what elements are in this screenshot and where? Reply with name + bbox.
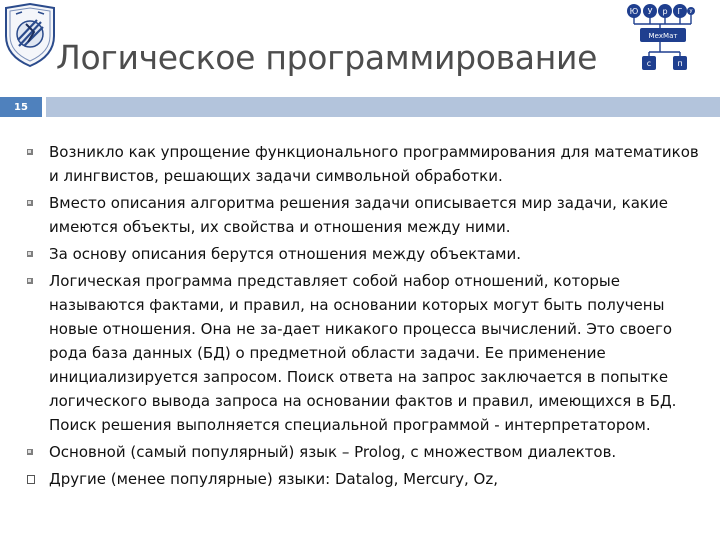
bullet-item	[20, 440, 700, 464]
checkbox-bullet-icon	[27, 449, 33, 455]
bullet-item	[20, 242, 700, 266]
university-emblem-logo	[2, 2, 58, 68]
slide-header-bar	[0, 97, 720, 117]
bullet-text: За основу описания берутся отношения между объектами.	[49, 245, 521, 263]
checkbox-bullet-icon	[27, 278, 33, 284]
checkbox-bullet-icon	[27, 251, 33, 257]
checkbox-bullet-icon	[27, 200, 33, 206]
logo-center-label: МехМат	[648, 32, 678, 40]
bullet-text	[49, 470, 498, 488]
hollow-checkbox-bullet-icon	[27, 475, 35, 484]
slide-title: Логическое программирование	[56, 38, 598, 77]
bullet-text: Вместо описания алгоритма решения задачи описывается мир задачи, какие имеются объекты, их свойства и отношения между ними.	[49, 194, 668, 236]
header-divider-bar	[46, 97, 720, 117]
bullet-item	[20, 269, 700, 437]
bullet-text-before: Другие (менее популярные) языки:	[49, 470, 335, 488]
language-names: Datalog, Mercury, Oz,	[334, 470, 498, 488]
logo-letter-bottom-2: п	[677, 59, 683, 68]
bullet-text: Возникло как упрощение функционального программирования для математиков и лингвистов, решающих задачи символьной обработки.	[49, 143, 699, 185]
logo-letter-1: Ю	[629, 7, 639, 16]
logo-letter-bottom-1: с	[646, 59, 652, 68]
logo-letter-4: Г	[677, 7, 683, 16]
bullet-item	[20, 467, 700, 491]
logo-letter-2: У	[647, 7, 653, 16]
logo-letter-3: р	[662, 7, 668, 16]
bullet-text	[49, 443, 616, 461]
language-name: Prolog	[354, 443, 401, 461]
bullet-list	[20, 140, 700, 494]
logo-letter-5: У	[689, 9, 693, 15]
bullet-text-after: , с множеством диалектов.	[400, 443, 617, 461]
bullet-item	[20, 191, 700, 239]
slide-number: 15	[0, 97, 42, 117]
checkbox-bullet-icon	[27, 149, 33, 155]
bullet-item	[20, 140, 700, 188]
bullet-text-before: Основной (самый популярный) язык –	[49, 443, 355, 461]
bullet-text: Логическая программа представляет собой набор отношений, которые называются фактами, и правил, на основании которых могут быть получены новые отношения. Она не за-дает никакого процесса вычислений. Это своего рода база данных (БД) о предметной области задачи. Ее применение инициализируется запросом. Поиск ответа на запрос заключается в попытке логического вывода запроса на основании фактов и правил, имеющихся в БД. Поиск решения выполняется специальной программой - интерпретатором.	[49, 272, 677, 434]
mehmat-logo	[625, 2, 695, 78]
